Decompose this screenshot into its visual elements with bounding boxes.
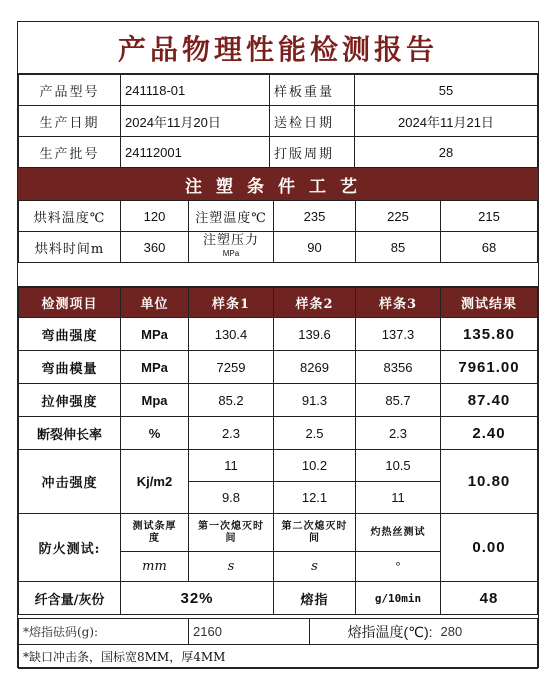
process-band: 注塑条件工艺 [18, 168, 538, 200]
send-date-label: 送检日期 [270, 106, 355, 137]
dry-time-value: 360 [121, 232, 189, 263]
pressure-unit: MPa [222, 249, 240, 258]
header-unit: 单位 [121, 288, 189, 318]
impact-3b: 11 [356, 482, 441, 514]
elongation-3: 2.3 [356, 417, 441, 450]
flex-modulus-label: 弯曲模量 [19, 351, 121, 384]
melt-temp-value: 280 [437, 619, 538, 645]
weight-value: 55 [355, 75, 538, 106]
fire-h2: 第一次熄灭时间 [189, 514, 274, 552]
fire-h1: 测试条厚度 [121, 514, 189, 552]
model-label: 产品型号 [19, 75, 121, 106]
pressure-2: 85 [356, 232, 441, 263]
melt-weight-label: *熔指砝码(g): [19, 619, 189, 645]
footer-note: *缺口冲击条，国标宽8MM，厚4MM [19, 645, 538, 669]
report-sheet [17, 21, 539, 668]
cycle-label: 打版周期 [270, 137, 355, 168]
table-row [19, 514, 538, 552]
table-row [19, 384, 538, 417]
test-results-table [18, 287, 538, 615]
product-info-table [18, 74, 538, 168]
tensile-label: 拉伸强度 [19, 384, 121, 417]
flex-modulus-3: 8356 [356, 351, 441, 384]
production-date-label: 生产日期 [19, 106, 121, 137]
impact-result: 10.80 [441, 450, 538, 514]
impact-2b: 12.1 [274, 482, 356, 514]
impact-2a: 10.2 [274, 450, 356, 482]
fire-test-label: 防火测试: [19, 514, 121, 582]
spacer-row [18, 262, 538, 287]
melt-label: 熔指 [274, 582, 356, 615]
pressure-label-cell [189, 232, 274, 263]
flex-modulus-2: 8269 [274, 351, 356, 384]
elongation-2: 2.5 [274, 417, 356, 450]
header-result: 测试结果 [441, 288, 538, 318]
fire-u1: mm [121, 552, 189, 582]
tensile-result: 87.40 [441, 384, 538, 417]
table-row [19, 450, 538, 482]
melt-temp-label: 熔指温度(℃): [310, 619, 437, 645]
flex-strength-1: 130.4 [189, 318, 274, 351]
fire-h3: 第二次熄灭时间 [274, 514, 356, 552]
pressure-label: 注塑压力 [202, 233, 259, 248]
dry-time-label: 烘料时间m [19, 232, 121, 263]
flex-strength-result: 135.80 [441, 318, 538, 351]
tensile-3: 85.7 [356, 384, 441, 417]
header-sample-1: 样条1 [189, 288, 274, 318]
mold-temp-label: 注塑温度℃ [189, 201, 274, 232]
impact-label: 冲击强度 [19, 450, 121, 514]
flex-strength-unit: MPa [121, 318, 189, 351]
send-date-value: 2024年11月21日 [355, 106, 538, 137]
elongation-unit: % [121, 417, 189, 450]
fire-u2: s [189, 552, 274, 582]
fire-result: 0.00 [441, 514, 538, 582]
mold-temp-2: 225 [356, 201, 441, 232]
pressure-1: 90 [274, 232, 356, 263]
fire-u3: s [274, 552, 356, 582]
pressure-3: 68 [441, 232, 538, 263]
elongation-1: 2.3 [189, 417, 274, 450]
flex-modulus-result: 7961.00 [441, 351, 538, 384]
impact-3a: 10.5 [356, 450, 441, 482]
elongation-label: 断裂伸长率 [19, 417, 121, 450]
table-row [19, 318, 538, 351]
flex-strength-3: 137.3 [356, 318, 441, 351]
melt-value: 48 [441, 582, 538, 615]
header-sample-2: 样条2 [274, 288, 356, 318]
elongation-result: 2.40 [441, 417, 538, 450]
fire-h4: 灼热丝测试 [356, 514, 441, 552]
batch-label: 生产批号 [19, 137, 121, 168]
dry-temp-label: 烘料温度℃ [19, 201, 121, 232]
header-sample-3: 样条3 [356, 288, 441, 318]
model-value: 241118-01 [121, 75, 270, 106]
fiber-value: 32% [121, 582, 274, 615]
dry-temp-value: 120 [121, 201, 189, 232]
header-item: 检测项目 [19, 288, 121, 318]
process-table [18, 200, 538, 263]
impact-unit: Kj/m2 [121, 450, 189, 514]
production-date-value: 2024年11月20日 [121, 106, 270, 137]
flex-modulus-1: 7259 [189, 351, 274, 384]
impact-1a: 11 [189, 450, 274, 482]
melt-unit: g/10min [356, 582, 441, 615]
mold-temp-3: 215 [441, 201, 538, 232]
tensile-2: 91.3 [274, 384, 356, 417]
melt-weight-value: 2160 [189, 619, 310, 645]
impact-1b: 9.8 [189, 482, 274, 514]
footer-table [18, 618, 538, 669]
mold-temp-1: 235 [274, 201, 356, 232]
cycle-value: 28 [355, 137, 538, 168]
report-title: 产品物理性能检测报告 [18, 22, 538, 74]
weight-label: 样板重量 [270, 75, 355, 106]
tensile-unit: Mpa [121, 384, 189, 417]
flex-strength-2: 139.6 [274, 318, 356, 351]
table-row [19, 351, 538, 384]
flex-modulus-unit: MPa [121, 351, 189, 384]
table-row [19, 582, 538, 615]
flex-strength-label: 弯曲强度 [19, 318, 121, 351]
fiber-label: 纤含量/灰份 [19, 582, 121, 615]
fire-u4: ° [356, 552, 441, 582]
table-row [19, 417, 538, 450]
tensile-1: 85.2 [189, 384, 274, 417]
batch-value: 24112001 [121, 137, 270, 168]
